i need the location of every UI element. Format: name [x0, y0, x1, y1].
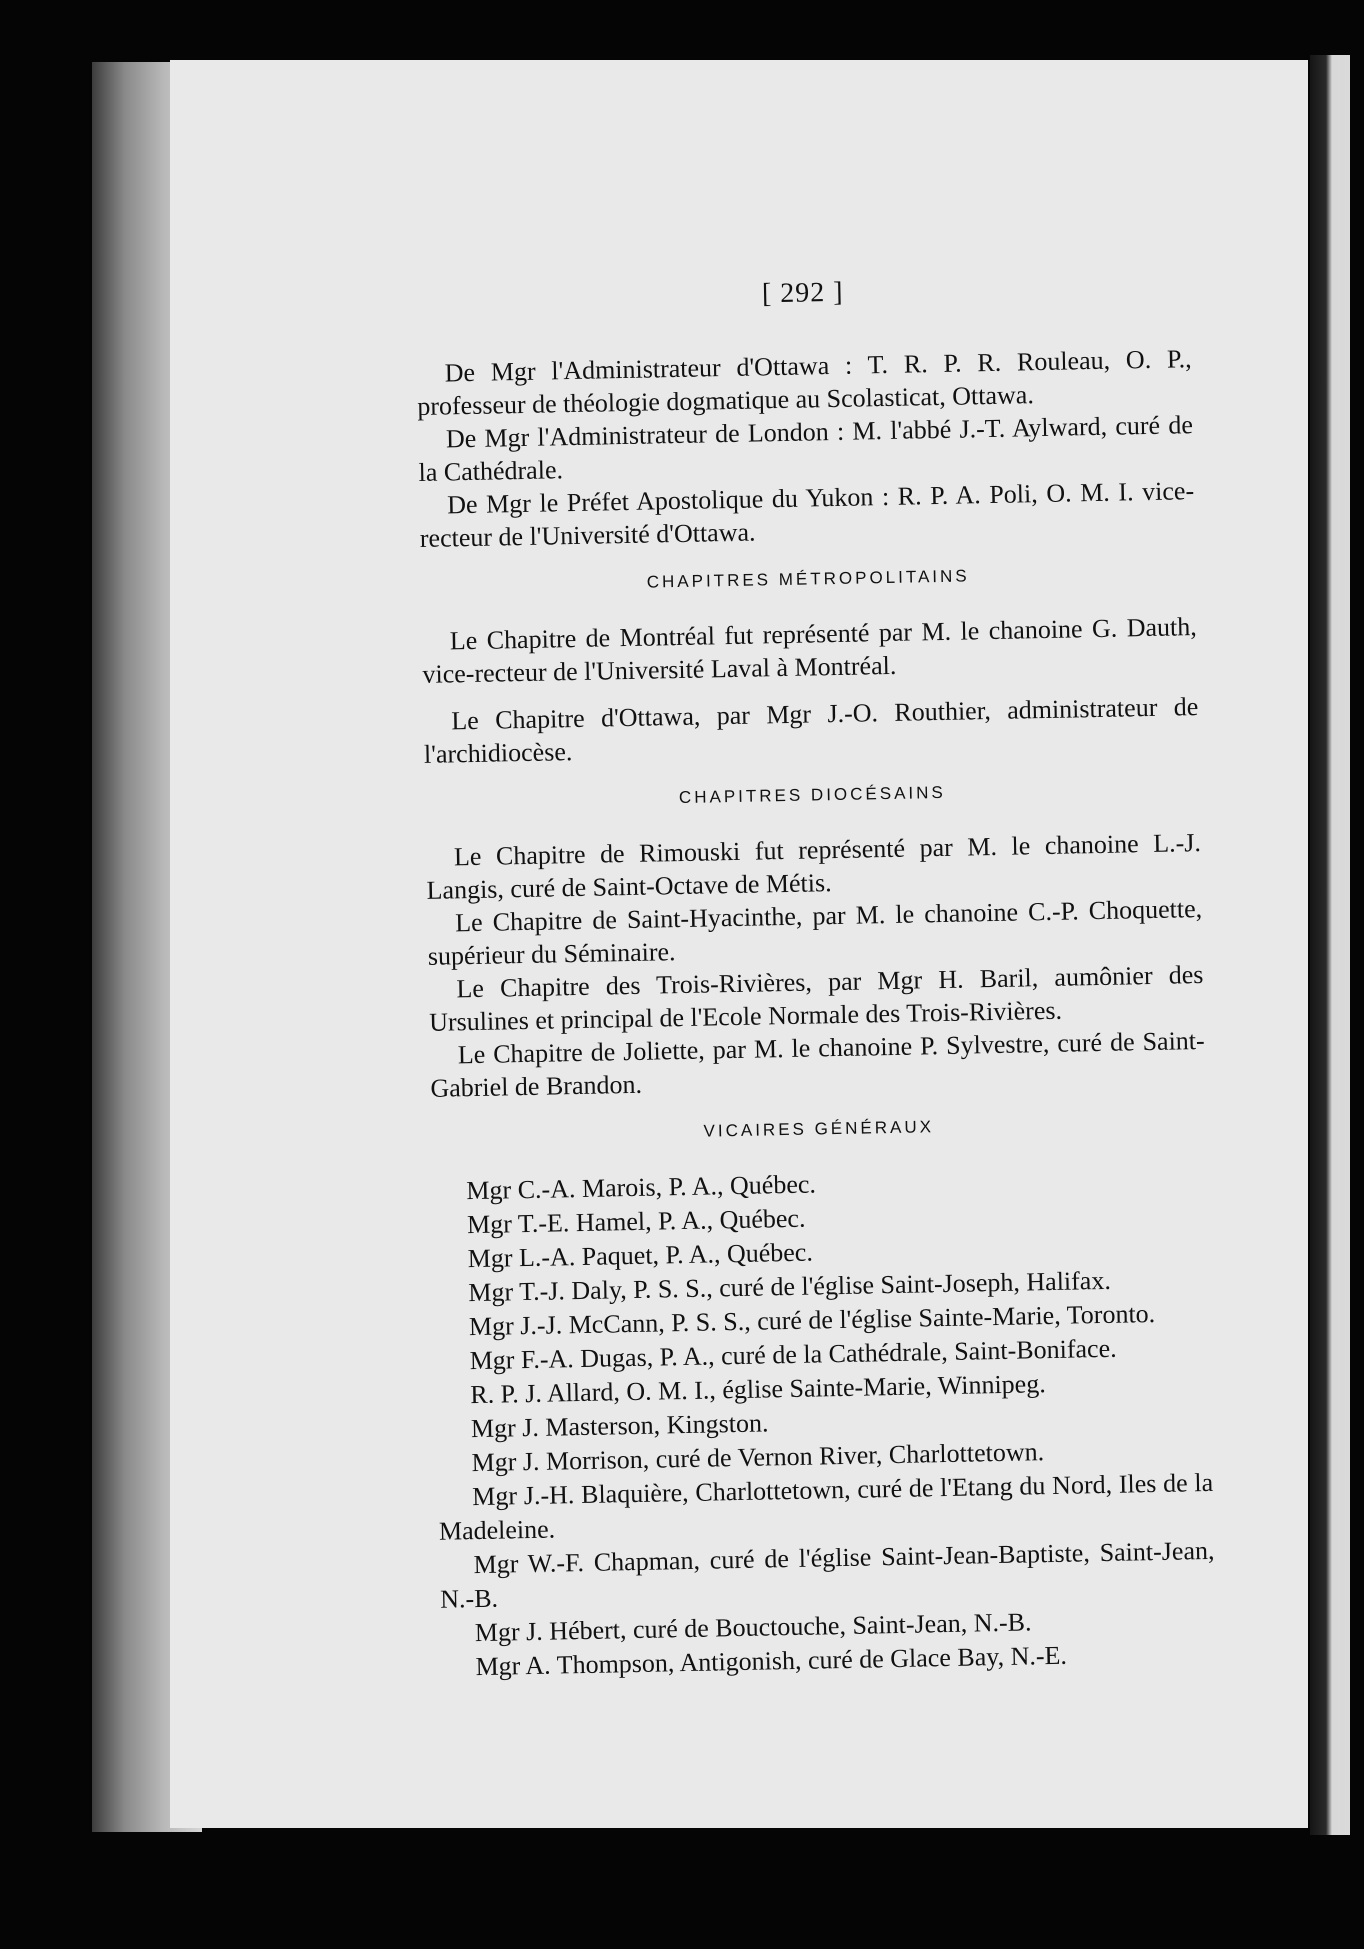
- page-number: [ 292 ]: [761, 276, 844, 310]
- delegates-section: [416, 342, 1195, 555]
- vicaire-entry: R. P. J. Allard, O. M. I., église Sainte-Marie, Winnipeg.: [470, 1369, 1046, 1410]
- section-heading: VICAIRES GÉNÉRAUX: [703, 1117, 935, 1141]
- delegate-entry: De Mgr l'Administrateur d'Ottawa : T. R. P. R. Rouleau, O. P., professeur de théologie dogmatique au Scolasticat, Ottawa.: [417, 344, 1192, 421]
- vicaire-entry: Mgr T.-J. Daly, P. S. S., curé de l'église Saint-Joseph, Halifax.: [468, 1265, 1112, 1308]
- vicaire-entry: Mgr C.-A. Marois, P. A., Québec.: [466, 1169, 817, 1206]
- delegate-entry: De Mgr l'Administrateur de London : M. l'abbé J.-T. Aylward, curé de la Cathédrale.: [418, 410, 1194, 487]
- chapitre-entry: Le Chapitre d'Ottawa, par Mgr J.-O. Routhier, administrateur de l'archidiocèse.: [423, 692, 1199, 769]
- chapitre-entry: Le Chapitre de Joliette, par M. le chanoine P. Sylvestre, curé de Saint-Gabriel de Brandon.: [430, 1025, 1205, 1103]
- vicaire-entry: Mgr J.-J. McCann, P. S. S., curé de l'église Sainte-Marie, Toronto.: [468, 1298, 1156, 1342]
- vicaire-entry: Mgr T.-E. Hamel, P. A., Québec.: [466, 1203, 806, 1240]
- vicaires-generaux-section: [431, 1112, 1217, 1685]
- vicaire-entry: Mgr J. Morrison, curé de Vernon River, Charlottetown.: [471, 1437, 1045, 1478]
- delegate-entry: De Mgr le Préfet Apostolique du Yukon : R. P. A. Poli, O. M. I. vice-recteur de l'Université d'Ottawa.: [419, 476, 1195, 553]
- chapitre-entry: Le Chapitre des Trois-Rivières, par Mgr H. Baril, aumônier des Ursulines et principal de l'Ecole Normale des Trois-Rivières.: [428, 959, 1204, 1037]
- vicaire-entry: Mgr J.-H. Blaquière, Charlottetown, curé de l'Etang du Nord, Iles de la Madeleine.: [438, 1467, 1214, 1546]
- page-text: [415, 270, 1217, 1685]
- chapitre-entry: Le Chapitre de Rimouski fut représenté par M. le chanoine L.-J. Langis, curé de Saint-Octave de Métis.: [426, 828, 1202, 905]
- vicaire-entry: Mgr J. Masterson, Kingston.: [470, 1408, 769, 1444]
- vicaire-entry: Mgr F.-A. Dugas, P. A., curé de la Cathédrale, Saint-Boniface.: [469, 1333, 1117, 1376]
- chapitres-diocesains-section: [425, 778, 1206, 1105]
- next-page-edge: [1310, 55, 1350, 1835]
- vicaire-entry: Mgr W.-F. Chapman, curé de l'église Saint-Jean-Baptiste, Saint-Jean, N.-B.: [439, 1535, 1215, 1614]
- vicaire-entry: Mgr L.-A. Paquet, P. A., Québec.: [467, 1237, 814, 1274]
- vicaire-entry: Mgr A. Thompson, Antigonish, curé de Glace Bay, N.-E.: [475, 1640, 1068, 1682]
- chapitre-entry: Le Chapitre de Saint-Hyacinthe, par M. le chanoine C.-P. Choquette, supérieur du Séminaire.: [427, 894, 1203, 971]
- section-heading: CHAPITRES MÉTROPOLITAINS: [646, 566, 970, 592]
- vicaire-entry: Mgr J. Hébert, curé de Bouctouche, Saint-Jean, N.-B.: [474, 1607, 1032, 1648]
- chapitres-metropolitains-section: [421, 562, 1200, 771]
- section-heading: CHAPITRES DIOCÉSAINS: [678, 782, 946, 808]
- chapitre-entry: Le Chapitre de Montréal fut représenté par M. le chanoine G. Dauth, vice-recteur de l'Université Laval à Montréal.: [422, 612, 1197, 689]
